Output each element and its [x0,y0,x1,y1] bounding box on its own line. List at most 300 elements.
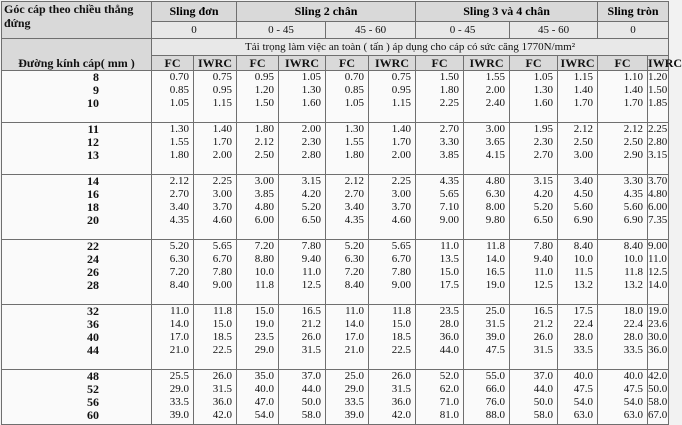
load-cell [416,123,464,175]
load-cell [416,240,464,305]
col-type: IWRC [558,56,598,71]
load-value: 3.40 [344,201,365,213]
load-value: 71.0 [439,396,460,408]
load-value: 36.0 [391,396,412,408]
safe-load-note: Tải trọng làm việc an toàn ( tấn ) áp dụng cho cáp có sức căng 1770N/mm² [152,39,669,56]
load-value: 39.0 [169,409,189,421]
load-value: 1.60 [533,97,554,109]
load-value: 0.95 [391,84,412,96]
load-value: 1.95 [533,123,554,135]
load-value: 1.15 [391,97,412,109]
load-value: 1.60 [301,97,322,109]
load-cell [416,305,464,370]
load-cell [648,71,669,123]
load-value: 0.70 [169,71,189,83]
angle-two-leg-high: 45 - 60 [326,22,416,39]
load-value: 47.5 [485,344,506,356]
diameter-value: 36 [87,317,99,331]
row-group [2,240,669,305]
load-value: 1.50 [439,71,460,83]
load-value: 2.12 [623,123,644,135]
load-cell [558,305,598,370]
diameter-value: 8 [93,70,99,84]
load-value: 2.00 [485,84,506,96]
load-value: 9.00 [648,240,668,252]
load-value: 42.0 [648,370,668,382]
load-cell [464,71,510,123]
load-value: 3.00 [212,188,233,200]
load-value: 9.40 [533,253,554,265]
load-cell [510,305,558,370]
load-value: 8.80 [254,253,275,265]
load-value: 8.40 [169,279,189,291]
load-value: 17.0 [344,331,365,343]
diameter-value: 32 [87,304,99,318]
load-value: 22.4 [573,318,594,330]
load-value: 6.30 [169,253,189,265]
load-value: 6.30 [344,253,365,265]
load-value: 2.70 [344,188,365,200]
load-value: 50.0 [301,396,322,408]
load-value: 58.0 [533,409,554,421]
load-value: 4.35 [439,175,460,187]
load-cell [648,123,669,175]
group-header-two-leg: Sling 2 chân [237,2,416,22]
load-value: 7.80 [301,240,322,252]
load-cell [598,175,648,240]
load-cell [279,175,326,240]
load-value: 0.75 [391,71,412,83]
load-value: 25.5 [169,370,189,382]
diameter-value: 24 [87,252,99,266]
load-value: 2.30 [301,136,322,148]
load-value: 6.90 [573,214,594,226]
angle-three-four-leg-low: 0 - 45 [416,22,510,39]
load-cell [510,123,558,175]
load-value: 4.15 [485,149,506,161]
load-value: 88.0 [485,409,506,421]
load-value: 3.00 [573,149,594,161]
load-cell [279,123,326,175]
load-value: 5.60 [573,201,594,213]
diameter-value: 14 [87,174,99,188]
load-value: 7.35 [648,214,668,226]
load-value: 26.0 [301,331,322,343]
load-value: 7.10 [439,201,460,213]
load-value: 0.85 [169,84,189,96]
load-value: 2.70 [439,123,460,135]
load-value: 7.20 [344,266,365,278]
diameter-value: 60 [87,408,99,422]
load-value: 2.00 [212,149,233,161]
load-value: 76.0 [485,396,506,408]
load-value: 33.5 [169,396,189,408]
load-value: 12.5 [301,279,322,291]
load-value: 19.0 [254,318,275,330]
load-value: 5.65 [439,188,460,200]
load-value: 36.0 [212,396,233,408]
load-value: 1.30 [301,84,322,96]
load-cell [326,370,369,425]
load-value: 16.5 [301,305,322,317]
load-value: 3.00 [254,175,275,187]
load-value: 58.0 [648,396,668,408]
load-value: 10.0 [623,253,644,265]
load-value: 1.40 [573,84,594,96]
load-cell [152,123,194,175]
load-value: 1.70 [212,136,233,148]
diameter-value: 10 [87,96,99,110]
load-cell [558,370,598,425]
load-cell [464,240,510,305]
load-value: 8.40 [344,279,365,291]
load-value: 1.40 [623,84,644,96]
load-cell [558,123,598,175]
load-value: 5.20 [344,240,365,252]
col-type: FC [152,56,194,71]
load-value: 11.0 [648,253,667,265]
load-value: 12.5 [648,266,668,278]
row-group [2,370,669,425]
diameter-value: 18 [87,200,99,214]
load-value: 11.0 [345,305,365,317]
load-value: 3.15 [648,149,668,161]
load-value: 2.30 [533,136,554,148]
load-value: 1.55 [169,136,189,148]
load-value: 23.5 [254,331,275,343]
diameter-value: 11 [87,122,99,136]
load-cell [279,240,326,305]
load-cell [598,240,648,305]
load-value: 3.30 [439,136,460,148]
load-value: 31.5 [301,344,322,356]
load-value: 26.0 [391,370,412,382]
load-value: 21.2 [301,318,322,330]
diameter-cell [2,71,152,123]
load-value: 4.35 [344,214,365,226]
load-value: 81.0 [439,409,460,421]
col-type: IWRC [464,56,510,71]
load-value: 1.85 [648,97,668,109]
load-cell [598,71,648,123]
col-type: FC [326,56,369,71]
load-value: 2.25 [212,175,233,187]
load-value: 1.55 [485,71,506,83]
load-value: 5.65 [391,240,412,252]
load-value: 6.70 [212,253,233,265]
diameter-value: 13 [87,148,99,162]
load-cell [464,305,510,370]
load-value: 5.65 [212,240,233,252]
load-value: 67.0 [648,409,668,421]
load-value: 2.40 [485,97,506,109]
diameter-value: 22 [87,239,99,253]
load-value: 47.0 [254,396,275,408]
load-value: 33.5 [623,344,644,356]
load-cell [279,370,326,425]
load-cell [369,123,416,175]
load-value: 10.0 [573,253,594,265]
load-value: 26.0 [212,370,233,382]
load-table [1,1,682,425]
load-value: 47.5 [623,383,644,395]
load-value: 42.0 [212,409,233,421]
load-value: 22.5 [212,344,233,356]
load-cell [194,370,237,425]
load-value: 18.0 [623,305,644,317]
col-type: IWRC [369,56,416,71]
load-value: 2.12 [573,123,594,135]
load-value: 3.15 [533,175,554,187]
load-value: 11.8 [392,305,412,317]
load-value: 7.20 [169,266,189,278]
load-value: 4.50 [573,188,594,200]
load-value: 33.5 [573,344,594,356]
load-value: 63.0 [623,409,644,421]
load-value: 58.0 [301,409,322,421]
diameter-value: 16 [87,187,99,201]
load-value: 16.5 [485,266,506,278]
load-cell [598,370,648,425]
load-cell [648,240,669,305]
load-value: 9.00 [212,279,233,291]
load-cell [326,240,369,305]
load-value: 7.80 [212,266,233,278]
load-value: 3.40 [169,201,189,213]
load-value: 13.2 [623,279,644,291]
angle-endless: 0 [598,22,669,39]
load-value: 0.70 [344,71,365,83]
load-cell [194,175,237,240]
load-value: 55.0 [485,370,506,382]
load-value: 19.0 [485,279,506,291]
group-header-three-four-leg: Sling 3 và 4 chân [416,2,598,22]
group-header-single: Sling đơn [152,2,237,22]
col-type: IWRC [648,55,682,70]
load-value: 2.12 [344,175,365,187]
diameter-cell [2,175,152,240]
load-value: 30.0 [648,331,668,343]
load-value: 25.0 [485,305,506,317]
load-cell [237,71,279,123]
load-value: 2.80 [301,149,322,161]
load-value: 4.35 [623,188,644,200]
load-value: 35.0 [254,370,275,382]
load-cell [510,370,558,425]
load-cell [648,370,669,425]
load-value: 9.00 [439,214,460,226]
col-type: FC [598,56,648,71]
load-value: 0.75 [212,71,233,83]
diameter-cell [2,123,152,175]
load-value: 2.70 [169,188,189,200]
load-value: 2.00 [391,149,412,161]
load-value: 63.0 [573,409,594,421]
load-value: 6.70 [391,253,412,265]
load-value: 13.5 [439,253,460,265]
load-value: 11.8 [624,266,644,278]
angle-header: Góc cáp theo chiều thẳng đứng [2,2,152,39]
diameter-cell [2,305,152,370]
load-value: 14.0 [648,279,668,291]
load-value: 62.0 [439,383,460,395]
load-cell [237,175,279,240]
load-cell [326,305,369,370]
load-value: 1.15 [212,97,233,109]
diameter-value: 44 [87,343,99,357]
load-value: 1.30 [169,123,189,135]
load-value: 8.00 [485,201,506,213]
load-value: 16.5 [533,305,554,317]
diameter-value: 40 [87,330,99,344]
load-value: 2.50 [254,149,275,161]
load-cell [464,123,510,175]
load-value: 3.70 [648,175,668,187]
load-value: 1.70 [391,136,412,148]
load-value: 13.2 [573,279,594,291]
load-value: 33.5 [344,396,365,408]
load-cell [237,305,279,370]
load-value: 6.50 [533,214,554,226]
load-cell [648,175,669,240]
col-type: FC [510,56,558,71]
load-value: 18.5 [391,331,412,343]
load-value: 23.6 [648,318,668,330]
load-value: 31.5 [533,344,554,356]
load-value: 40.0 [623,370,644,382]
diameter-value: 20 [87,213,99,227]
load-value: 26.0 [533,331,554,343]
load-value: 1.20 [648,71,668,83]
load-value: 14.0 [169,318,189,330]
load-value: 0.95 [212,84,233,96]
load-value: 3.70 [391,201,412,213]
load-value: 36.0 [439,331,460,343]
load-value: 40.0 [573,370,594,382]
load-cell [152,370,194,425]
load-cell [237,240,279,305]
load-value: 9.00 [391,279,412,291]
load-cell [369,71,416,123]
diameter-header: Đường kính cáp( mm ) [2,39,152,71]
load-cell [369,305,416,370]
load-value: 47.5 [573,383,594,395]
load-value: 4.35 [169,214,189,226]
load-value: 2.00 [301,123,322,135]
load-value: 1.80 [344,149,365,161]
row-group [2,175,669,240]
load-cell [152,175,194,240]
load-cell [237,123,279,175]
row-group [2,305,669,370]
load-cell [464,370,510,425]
load-value: 2.25 [439,97,460,109]
load-value: 6.90 [623,214,644,226]
load-value: 11.0 [170,305,189,317]
angle-single: 0 [152,22,237,39]
load-value: 4.20 [301,188,322,200]
col-type: IWRC [279,56,326,71]
load-value: 3.30 [623,175,644,187]
load-value: 15.0 [439,266,460,278]
load-value: 54.0 [254,409,275,421]
load-cell [510,71,558,123]
load-cell [510,175,558,240]
diameter-value: 52 [87,382,99,396]
load-value: 44.0 [439,344,460,356]
load-value: 31.5 [485,318,506,330]
load-value: 1.55 [344,136,365,148]
load-value: 1.50 [254,97,275,109]
diameter-value: 9 [93,83,99,97]
load-value: 54.0 [573,396,594,408]
load-value: 8.40 [573,240,594,252]
load-value: 2.70 [533,149,554,161]
angle-two-leg-low: 0 - 45 [237,22,326,39]
row-group [2,71,669,123]
load-value: 5.20 [169,240,189,252]
load-value: 4.60 [212,214,233,226]
load-value: 29.0 [254,344,275,356]
load-cell [279,305,326,370]
load-value: 1.05 [533,71,554,83]
load-value: 21.0 [169,344,189,356]
load-value: 11.5 [574,266,594,278]
load-value: 25.0 [344,370,365,382]
load-value: 11.0 [534,266,554,278]
load-value: 3.85 [439,149,460,161]
load-value: 2.25 [391,175,412,187]
load-value: 1.50 [648,84,668,96]
load-cell [416,370,464,425]
load-value: 3.00 [391,188,412,200]
load-value: 1.70 [623,97,644,109]
load-value: 17.5 [573,305,594,317]
load-value: 1.80 [439,84,460,96]
load-value: 5.20 [301,201,322,213]
load-value: 11.8 [486,240,506,252]
diameter-cell [2,240,152,305]
load-cell [510,240,558,305]
load-value: 1.15 [573,71,594,83]
load-value: 1.80 [169,149,189,161]
load-value: 2.50 [623,136,644,148]
load-value: 1.05 [301,71,322,83]
load-value: 2.25 [648,123,668,135]
load-value: 29.0 [344,383,365,395]
load-value: 17.5 [439,279,460,291]
load-value: 21.2 [533,318,554,330]
load-value: 3.85 [254,188,275,200]
load-value: 4.20 [533,188,554,200]
load-cell [194,305,237,370]
load-value: 4.80 [485,175,506,187]
load-cell [326,71,369,123]
load-value: 14.0 [344,318,365,330]
diameter-value: 28 [87,278,99,292]
load-cell [326,123,369,175]
load-value: 19.0 [648,305,668,317]
load-cell [237,370,279,425]
load-value: 4.80 [254,201,275,213]
load-cell [279,71,326,123]
load-value: 28.0 [439,318,460,330]
load-value: 1.40 [212,123,233,135]
load-value: 31.5 [212,383,233,395]
load-value: 2.90 [623,149,644,161]
load-value: 28.0 [573,331,594,343]
load-value: 4.80 [648,188,668,200]
